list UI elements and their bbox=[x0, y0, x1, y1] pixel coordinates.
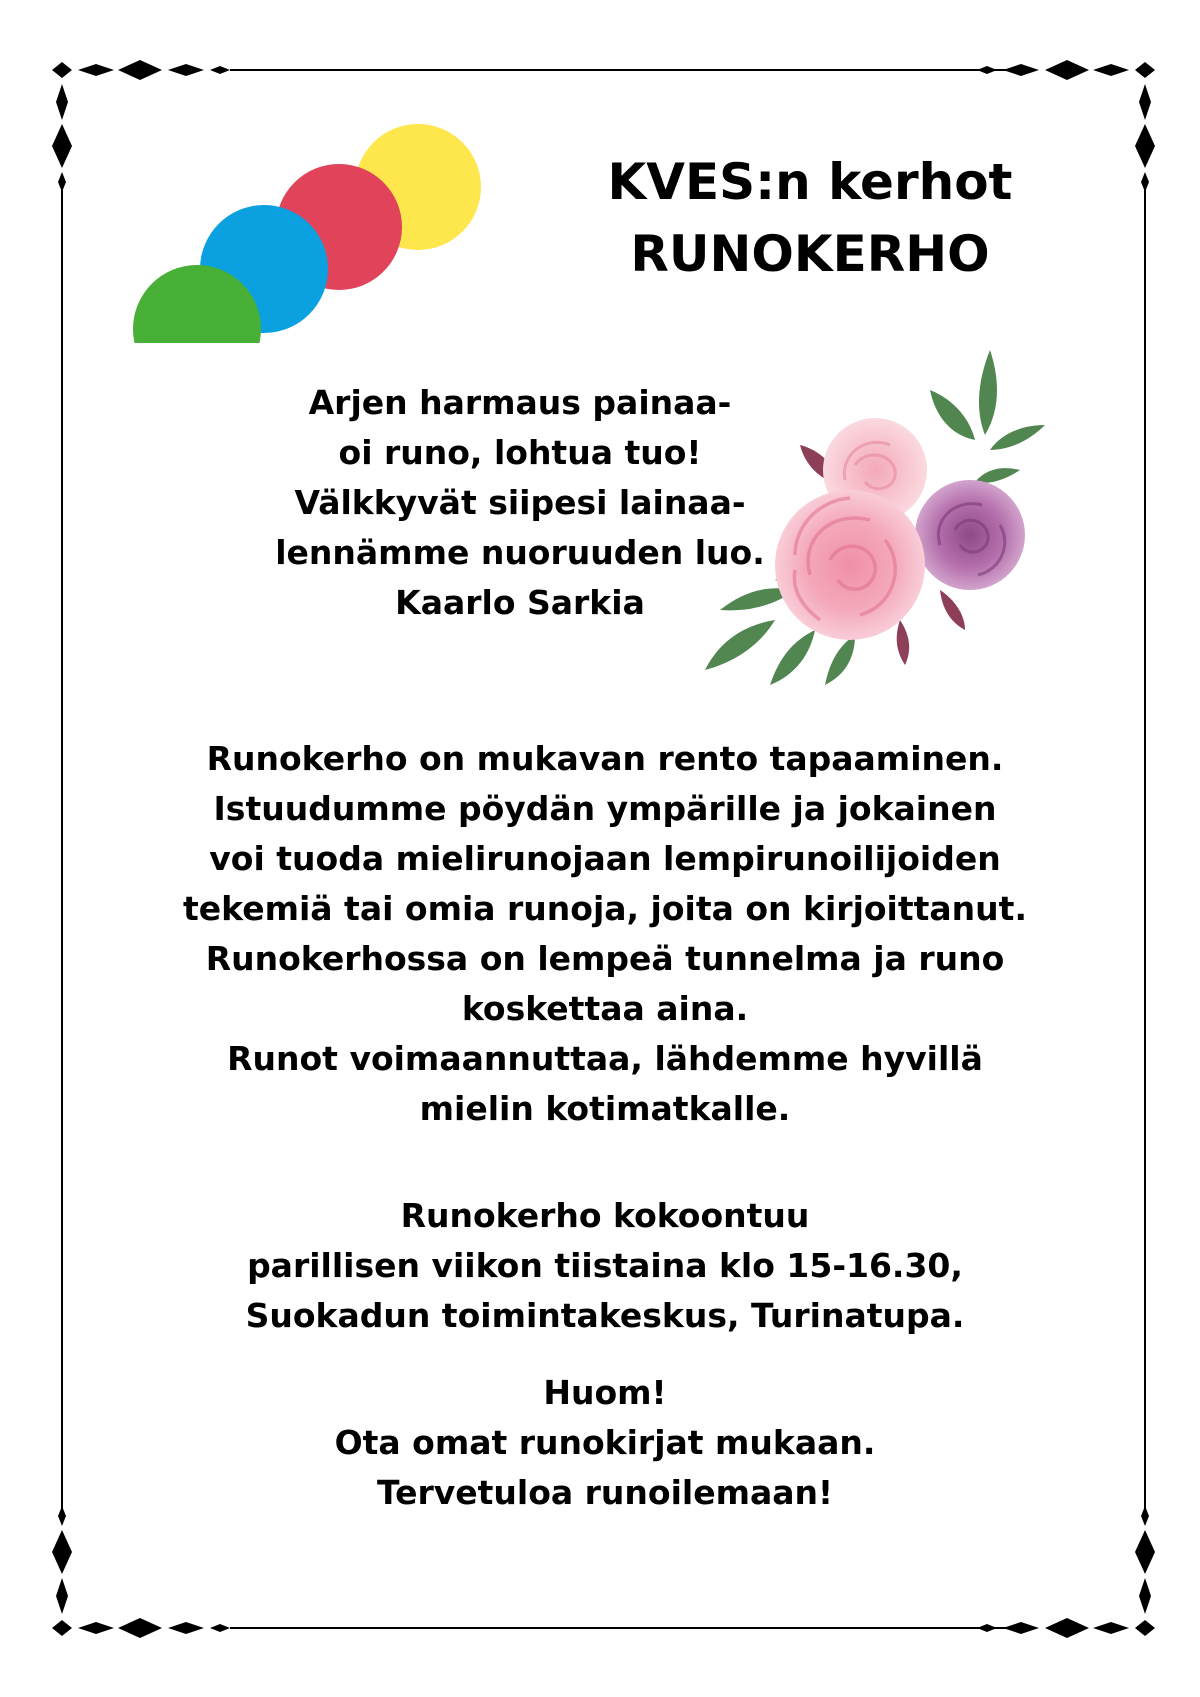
watercolor-roses-icon bbox=[700, 340, 1080, 730]
title-line-2: RUNOKERHO bbox=[630, 225, 990, 283]
description-line: Runokerho on mukavan rento tapaaminen. bbox=[206, 739, 1004, 778]
note-line: Ota omat runokirjat mukaan. bbox=[334, 1423, 876, 1462]
description-line: Runokerhossa on lempeä tunnelma ja runo bbox=[205, 939, 1005, 978]
title-line-1: KVES:n kerhot bbox=[607, 153, 1013, 211]
description-line: voi tuoda mielirunojaan lempirunoilijoiden bbox=[209, 839, 1001, 878]
poem-line: Arjen harmaus painaa- bbox=[308, 383, 732, 422]
description-line: Istuudumme pöydän ympärille ja jokainen bbox=[213, 789, 997, 828]
meeting-line: Runokerho kokoontuu bbox=[400, 1196, 810, 1235]
poem-line: lennämme nuoruuden luo. bbox=[275, 533, 765, 572]
poem-author: Kaarlo Sarkia bbox=[395, 583, 645, 622]
description-line: tekemiä tai omia runoja, joita on kirjoittanut. bbox=[183, 889, 1027, 928]
description-line: Runot voimaannuttaa, lähdemme hyvillä bbox=[227, 1039, 983, 1078]
note-line: Tervetuloa runoilemaan! bbox=[376, 1473, 834, 1512]
meeting-info bbox=[150, 1191, 1060, 1341]
meeting-line: Suokadun toimintakeskus, Turinatupa. bbox=[245, 1296, 965, 1335]
closing-note bbox=[150, 1368, 1060, 1518]
description-paragraph bbox=[150, 734, 1060, 1134]
note-line: Huom! bbox=[543, 1373, 667, 1412]
green-circle bbox=[133, 265, 261, 393]
description-line: mielin kotimatkalle. bbox=[419, 1089, 791, 1128]
description-line: koskettaa aina. bbox=[461, 989, 749, 1028]
meeting-line: parillisen viikon tiistaina klo 15-16.30, bbox=[247, 1246, 963, 1285]
page-title bbox=[560, 146, 1060, 290]
poem-line: Välkkyvät siipesi lainaa- bbox=[294, 483, 746, 522]
poem-line: oi runo, lohtua tuo! bbox=[338, 433, 702, 472]
